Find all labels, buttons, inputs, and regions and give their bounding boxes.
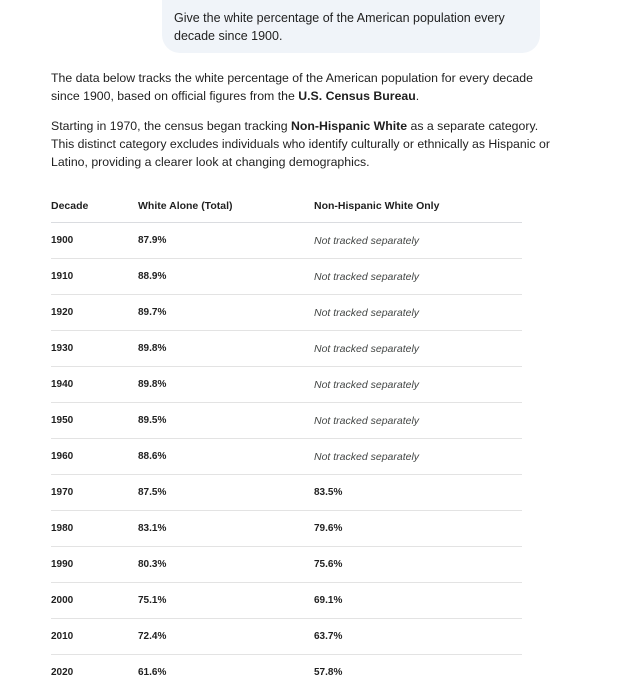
cell-decade: 2000 (51, 583, 138, 619)
census-table (51, 189, 522, 690)
table-row (51, 331, 522, 367)
cell-non-hispanic-white: 63.7% (314, 619, 522, 655)
cell-decade: 1940 (51, 367, 138, 403)
table-row (51, 619, 522, 655)
cell-non-hispanic-white: Not tracked separately (314, 367, 522, 403)
cell-white-alone: 89.8% (138, 331, 314, 367)
cell-white-alone: 80.3% (138, 547, 314, 583)
table-row (51, 439, 522, 475)
cell-non-hispanic-white: Not tracked separately (314, 403, 522, 439)
intro-text: The data below tracks the white percentage of the American population for every decade since 1900, based on official figures from the (51, 71, 533, 103)
cell-non-hispanic-white: 75.6% (314, 547, 522, 583)
cell-white-alone: 87.5% (138, 475, 314, 511)
cell-decade: 2020 (51, 655, 138, 690)
cell-white-alone: 83.1% (138, 511, 314, 547)
intro-paragraph (51, 69, 551, 105)
cell-non-hispanic-white: Not tracked separately (314, 223, 522, 259)
category-paragraph (51, 117, 551, 171)
cell-decade: 1920 (51, 295, 138, 331)
table-row (51, 403, 522, 439)
intro-end: . (416, 89, 419, 103)
cell-decade: 1980 (51, 511, 138, 547)
table-row (51, 295, 522, 331)
cell-non-hispanic-white: 79.6% (314, 511, 522, 547)
cell-decade: 1990 (51, 547, 138, 583)
category-text-end: as a separate category. This distinct category excludes individuals who identify culturally or ethnically as Hispanic or Latino, providing a clearer look at changing demographics. (51, 119, 550, 169)
table-row (51, 583, 522, 619)
cell-white-alone: 89.8% (138, 367, 314, 403)
cell-non-hispanic-white: Not tracked separately (314, 259, 522, 295)
cell-decade: 1930 (51, 331, 138, 367)
cell-white-alone: 75.1% (138, 583, 314, 619)
table-row (51, 511, 522, 547)
table-row (51, 475, 522, 511)
category-text-start: Starting in 1970, the census began tracking (51, 119, 291, 133)
census-bureau-bold: U.S. Census Bureau (298, 89, 416, 103)
non-hispanic-white-bold: Non-Hispanic White (291, 119, 407, 133)
user-prompt-bubble (162, 0, 540, 53)
table-row (51, 259, 522, 295)
cell-white-alone: 89.7% (138, 295, 314, 331)
user-prompt-line-2: decade since 1900. (174, 27, 528, 45)
cell-non-hispanic-white: 69.1% (314, 583, 522, 619)
table-row (51, 367, 522, 403)
cell-white-alone: 72.4% (138, 619, 314, 655)
table-row (51, 655, 522, 690)
cell-decade: 1960 (51, 439, 138, 475)
cell-non-hispanic-white: Not tracked separately (314, 439, 522, 475)
assistant-response (51, 69, 551, 690)
cell-non-hispanic-white: Not tracked separately (314, 331, 522, 367)
header-decade: Decade (51, 189, 138, 223)
table-row (51, 223, 522, 259)
cell-non-hispanic-white: Not tracked separately (314, 295, 522, 331)
table-row (51, 547, 522, 583)
cell-white-alone: 87.9% (138, 223, 314, 259)
header-white-alone: White Alone (Total) (138, 189, 314, 223)
cell-decade: 2010 (51, 619, 138, 655)
header-non-hispanic-white: Non-Hispanic White Only (314, 189, 522, 223)
cell-white-alone: 88.6% (138, 439, 314, 475)
cell-decade: 1970 (51, 475, 138, 511)
cell-white-alone: 88.9% (138, 259, 314, 295)
cell-decade: 1950 (51, 403, 138, 439)
user-prompt-line-1: Give the white percentage of the American population every (174, 9, 528, 27)
cell-decade: 1900 (51, 223, 138, 259)
cell-white-alone: 89.5% (138, 403, 314, 439)
cell-non-hispanic-white: 57.8% (314, 655, 522, 690)
cell-non-hispanic-white: 83.5% (314, 475, 522, 511)
table-header-row (51, 189, 522, 223)
cell-decade: 1910 (51, 259, 138, 295)
cell-white-alone: 61.6% (138, 655, 314, 690)
